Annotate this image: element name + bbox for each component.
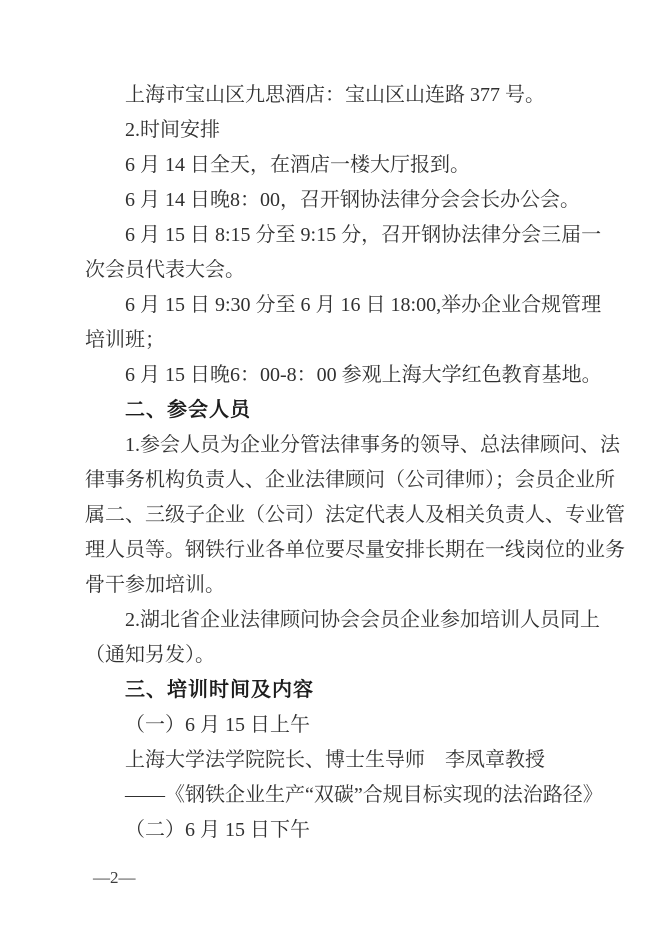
text-line: 6 月 14 日全天，在酒店一楼大厅报到。 <box>125 154 470 176</box>
text-line: 律事务机构负责人、企业法律顾问（公司律师）；会员企业所 <box>85 469 615 491</box>
text-line: 理人员等。钢铁行业各单位要尽量安排长期在一线岗位的业务 <box>85 539 625 561</box>
section-heading: 二、参会人员 <box>125 399 251 421</box>
text-line: 6 月 15 日晚6：00-8：00 参观上海大学红色教育基地。 <box>125 364 602 386</box>
document-body <box>85 78 625 848</box>
text-line: 2.湖北省企业法律顾问协会会员企业参加培训人员同上 <box>125 609 600 631</box>
text-line: 上海大学法学院院长、博士生导师 李凤章教授 <box>125 749 545 771</box>
text-line: 1.参会人员为企业分管法律事务的领导、总法律顾问、法 <box>125 434 620 456</box>
text-line: 次会员代表大会。 <box>85 259 245 281</box>
text-line: 骨干参加培训。 <box>85 574 225 596</box>
text-line: （二）6 月 15 日下午 <box>125 819 310 841</box>
text-line: 培训班； <box>85 329 165 351</box>
text-line: ——《钢铁企业生产“双碳”合规目标实现的法治路径》 <box>125 784 603 806</box>
text-line: （通知另发）。 <box>85 644 215 666</box>
text-line: 上海市宝山区九思酒店：宝山区山连路 377 号。 <box>125 84 545 106</box>
text-line: 2.时间安排 <box>125 119 220 141</box>
text-line: （一）6 月 15 日上午 <box>125 714 310 736</box>
page-number: —2— <box>93 868 136 887</box>
section-heading: 三、培训时间及内容 <box>125 679 314 701</box>
text-line: 6 月 14 日晚8：00，召开钢协法律分会会长办公会。 <box>125 189 580 211</box>
text-line: 6 月 15 日 9:30 分至 6 月 16 日 18:00,举办企业合规管理 <box>125 294 602 316</box>
text-line: 属二、三级子企业（公司）法定代表人及相关负责人、专业管 <box>85 504 625 526</box>
text-line: 6 月 15 日 8:15 分至 9:15 分，召开钢协法律分会三届一 <box>125 224 602 246</box>
